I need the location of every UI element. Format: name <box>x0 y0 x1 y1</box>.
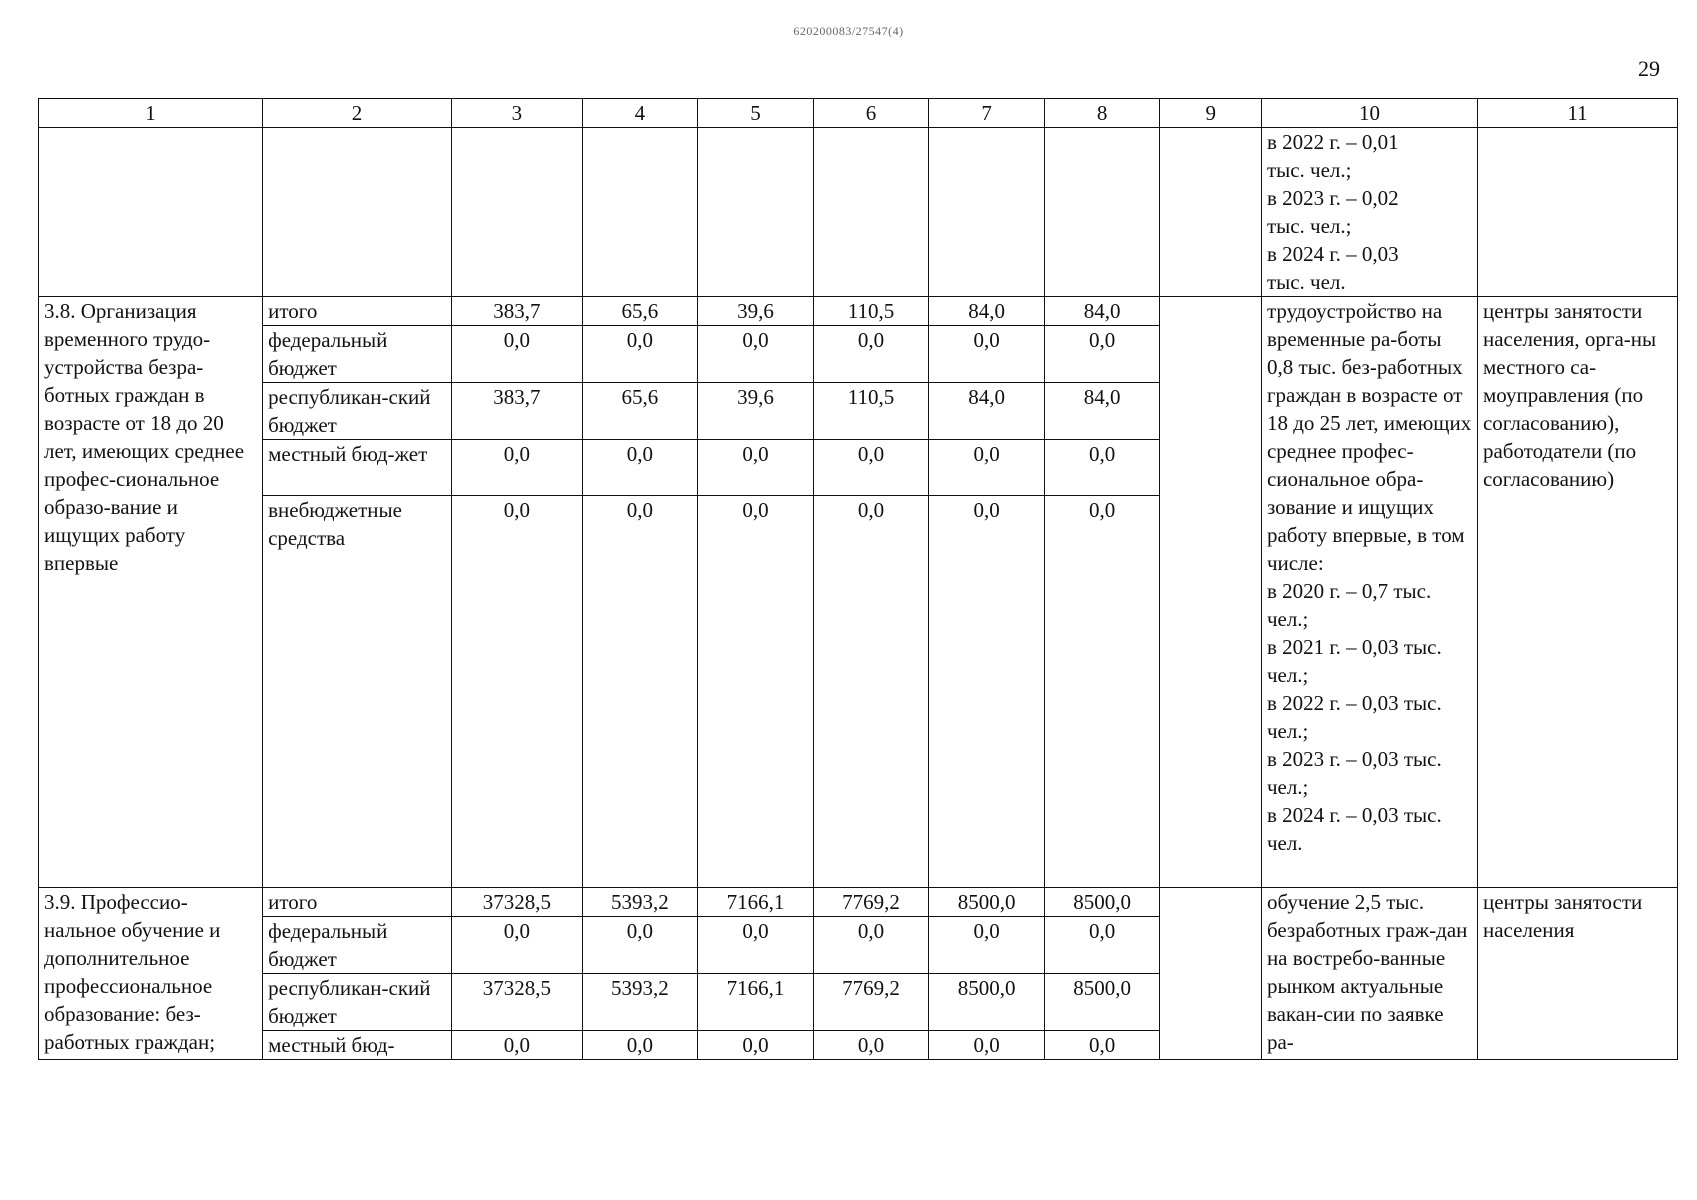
column-header: 11 <box>1477 99 1677 128</box>
value-cell: 0,0 <box>813 917 929 974</box>
funding-source: местный бюд-жет <box>263 440 452 496</box>
value-cell: 0,0 <box>813 496 929 888</box>
value-cell: 5393,2 <box>582 888 698 917</box>
value-cell: 7769,2 <box>813 888 929 917</box>
funding-source: республикан-ский бюджет <box>263 974 452 1031</box>
value-cell: 0,0 <box>452 917 583 974</box>
value-cell: 8500,0 <box>1044 974 1160 1031</box>
value-cell: 37328,5 <box>452 974 583 1031</box>
value-cell: 0,0 <box>452 1031 583 1060</box>
value-cell: 0,0 <box>929 440 1045 496</box>
value-cell: 65,6 <box>582 297 698 326</box>
value-cell: 110,5 <box>813 383 929 440</box>
value-cell: 84,0 <box>929 383 1045 440</box>
value-cell: 0,0 <box>452 440 583 496</box>
funding-source: республикан-ский бюджет <box>263 383 452 440</box>
document-id: 620200083/27547(4) <box>793 24 904 38</box>
funding-source: итого <box>263 297 452 326</box>
value-cell: 0,0 <box>698 496 814 888</box>
value-cell: 37328,5 <box>452 888 583 917</box>
column-header: 1 <box>39 99 263 128</box>
value-cell: 0,0 <box>582 917 698 974</box>
value-cell: 0,0 <box>929 1031 1045 1060</box>
value-cell: 84,0 <box>929 297 1045 326</box>
value-cell: 0,0 <box>582 1031 698 1060</box>
value-cell: 0,0 <box>813 1031 929 1060</box>
value-cell: 39,6 <box>698 297 814 326</box>
value-cell: 0,0 <box>1044 440 1160 496</box>
continuation-row <box>39 128 1678 297</box>
value-cell: 0,0 <box>452 496 583 888</box>
column-header: 6 <box>813 99 929 128</box>
value-cell: 8500,0 <box>929 974 1045 1031</box>
value-cell: 0,0 <box>698 440 814 496</box>
value-cell: 39,6 <box>698 383 814 440</box>
value-cell: 7166,1 <box>698 974 814 1031</box>
value-cell: 7769,2 <box>813 974 929 1031</box>
value-cell: 0,0 <box>698 917 814 974</box>
value-cell: 7166,1 <box>698 888 814 917</box>
value-cell: 0,0 <box>813 440 929 496</box>
executors: центры занятости населения <box>1477 888 1677 1060</box>
column-header: 9 <box>1160 99 1261 128</box>
value-cell: 0,0 <box>582 496 698 888</box>
column-number-row <box>39 99 1678 128</box>
activity-title: 3.9. Профессио-нальное обучение и дополнительное профессиональное образование: без-работных граждан; <box>39 888 263 1060</box>
value-cell: 0,0 <box>1044 496 1160 888</box>
value-cell: 383,7 <box>452 297 583 326</box>
value-cell: 110,5 <box>813 297 929 326</box>
table-row <box>39 888 1678 917</box>
program-table <box>38 98 1678 1060</box>
expected-result: обучение 2,5 тыс. безработных граж-дан на востребо-ванные рынком актуальные вакан-сии по заявке ра- <box>1261 888 1477 1060</box>
column-header: 2 <box>263 99 452 128</box>
column-header: 5 <box>698 99 814 128</box>
expected-result: трудоустройство на временные ра-боты 0,8 тыс. без-работных граждан в возрасте от 18 до 25 лет, имеющих среднее профес-сиональное обра-зование и ищущих работу впервые, в том числе: в 2020 г. – 0,7 тыс. чел.; в 2021 г. – 0,03 тыс. чел.; в 2022 г. – 0,03 тыс. чел.; в 2023 г. – 0,03 тыс. чел.; в 2024 г. – 0,03 тыс. чел. <box>1261 297 1477 888</box>
activity-title: 3.8. Организация временного трудо-устройства безра-ботных граждан в возрасте от 18 до 20 лет, имеющих среднее профес-сиональное образо-вание и ищущих работу впервые <box>39 297 263 888</box>
funding-source: федеральный бюджет <box>263 326 452 383</box>
column-header: 4 <box>582 99 698 128</box>
value-cell: 0,0 <box>929 917 1045 974</box>
value-cell: 0,0 <box>929 496 1045 888</box>
value-cell: 0,0 <box>698 326 814 383</box>
empty-cell <box>1160 297 1261 888</box>
value-cell: 0,0 <box>1044 326 1160 383</box>
value-cell: 0,0 <box>698 1031 814 1060</box>
value-cell: 84,0 <box>1044 383 1160 440</box>
value-cell: 383,7 <box>452 383 583 440</box>
funding-source: итого <box>263 888 452 917</box>
value-cell: 0,0 <box>1044 1031 1160 1060</box>
value-cell: 5393,2 <box>582 974 698 1031</box>
value-cell: 0,0 <box>813 326 929 383</box>
executors: центры занятости населения, орга-ны местного са-моуправления (по согласованию), работодатели (по согласованию) <box>1477 297 1677 888</box>
value-cell: 0,0 <box>452 326 583 383</box>
empty-cell <box>1160 888 1261 1060</box>
value-cell: 8500,0 <box>929 888 1045 917</box>
table-row <box>39 297 1678 326</box>
column-header: 7 <box>929 99 1045 128</box>
value-cell: 0,0 <box>582 326 698 383</box>
continuation-result: в 2022 г. – 0,01 тыс. чел.; в 2023 г. – 0,02 тыс. чел.; в 2024 г. – 0,03 тыс. чел. <box>1261 128 1477 297</box>
value-cell: 65,6 <box>582 383 698 440</box>
value-cell: 84,0 <box>1044 297 1160 326</box>
funding-source: внебюджетные средства <box>263 496 452 888</box>
funding-source: местный бюд- <box>263 1031 452 1060</box>
page-number: 29 <box>1638 56 1660 81</box>
value-cell: 8500,0 <box>1044 888 1160 917</box>
column-header: 10 <box>1261 99 1477 128</box>
value-cell: 0,0 <box>582 440 698 496</box>
column-header: 8 <box>1044 99 1160 128</box>
value-cell: 0,0 <box>1044 917 1160 974</box>
funding-source: федеральный бюджет <box>263 917 452 974</box>
column-header: 3 <box>452 99 583 128</box>
value-cell: 0,0 <box>929 326 1045 383</box>
